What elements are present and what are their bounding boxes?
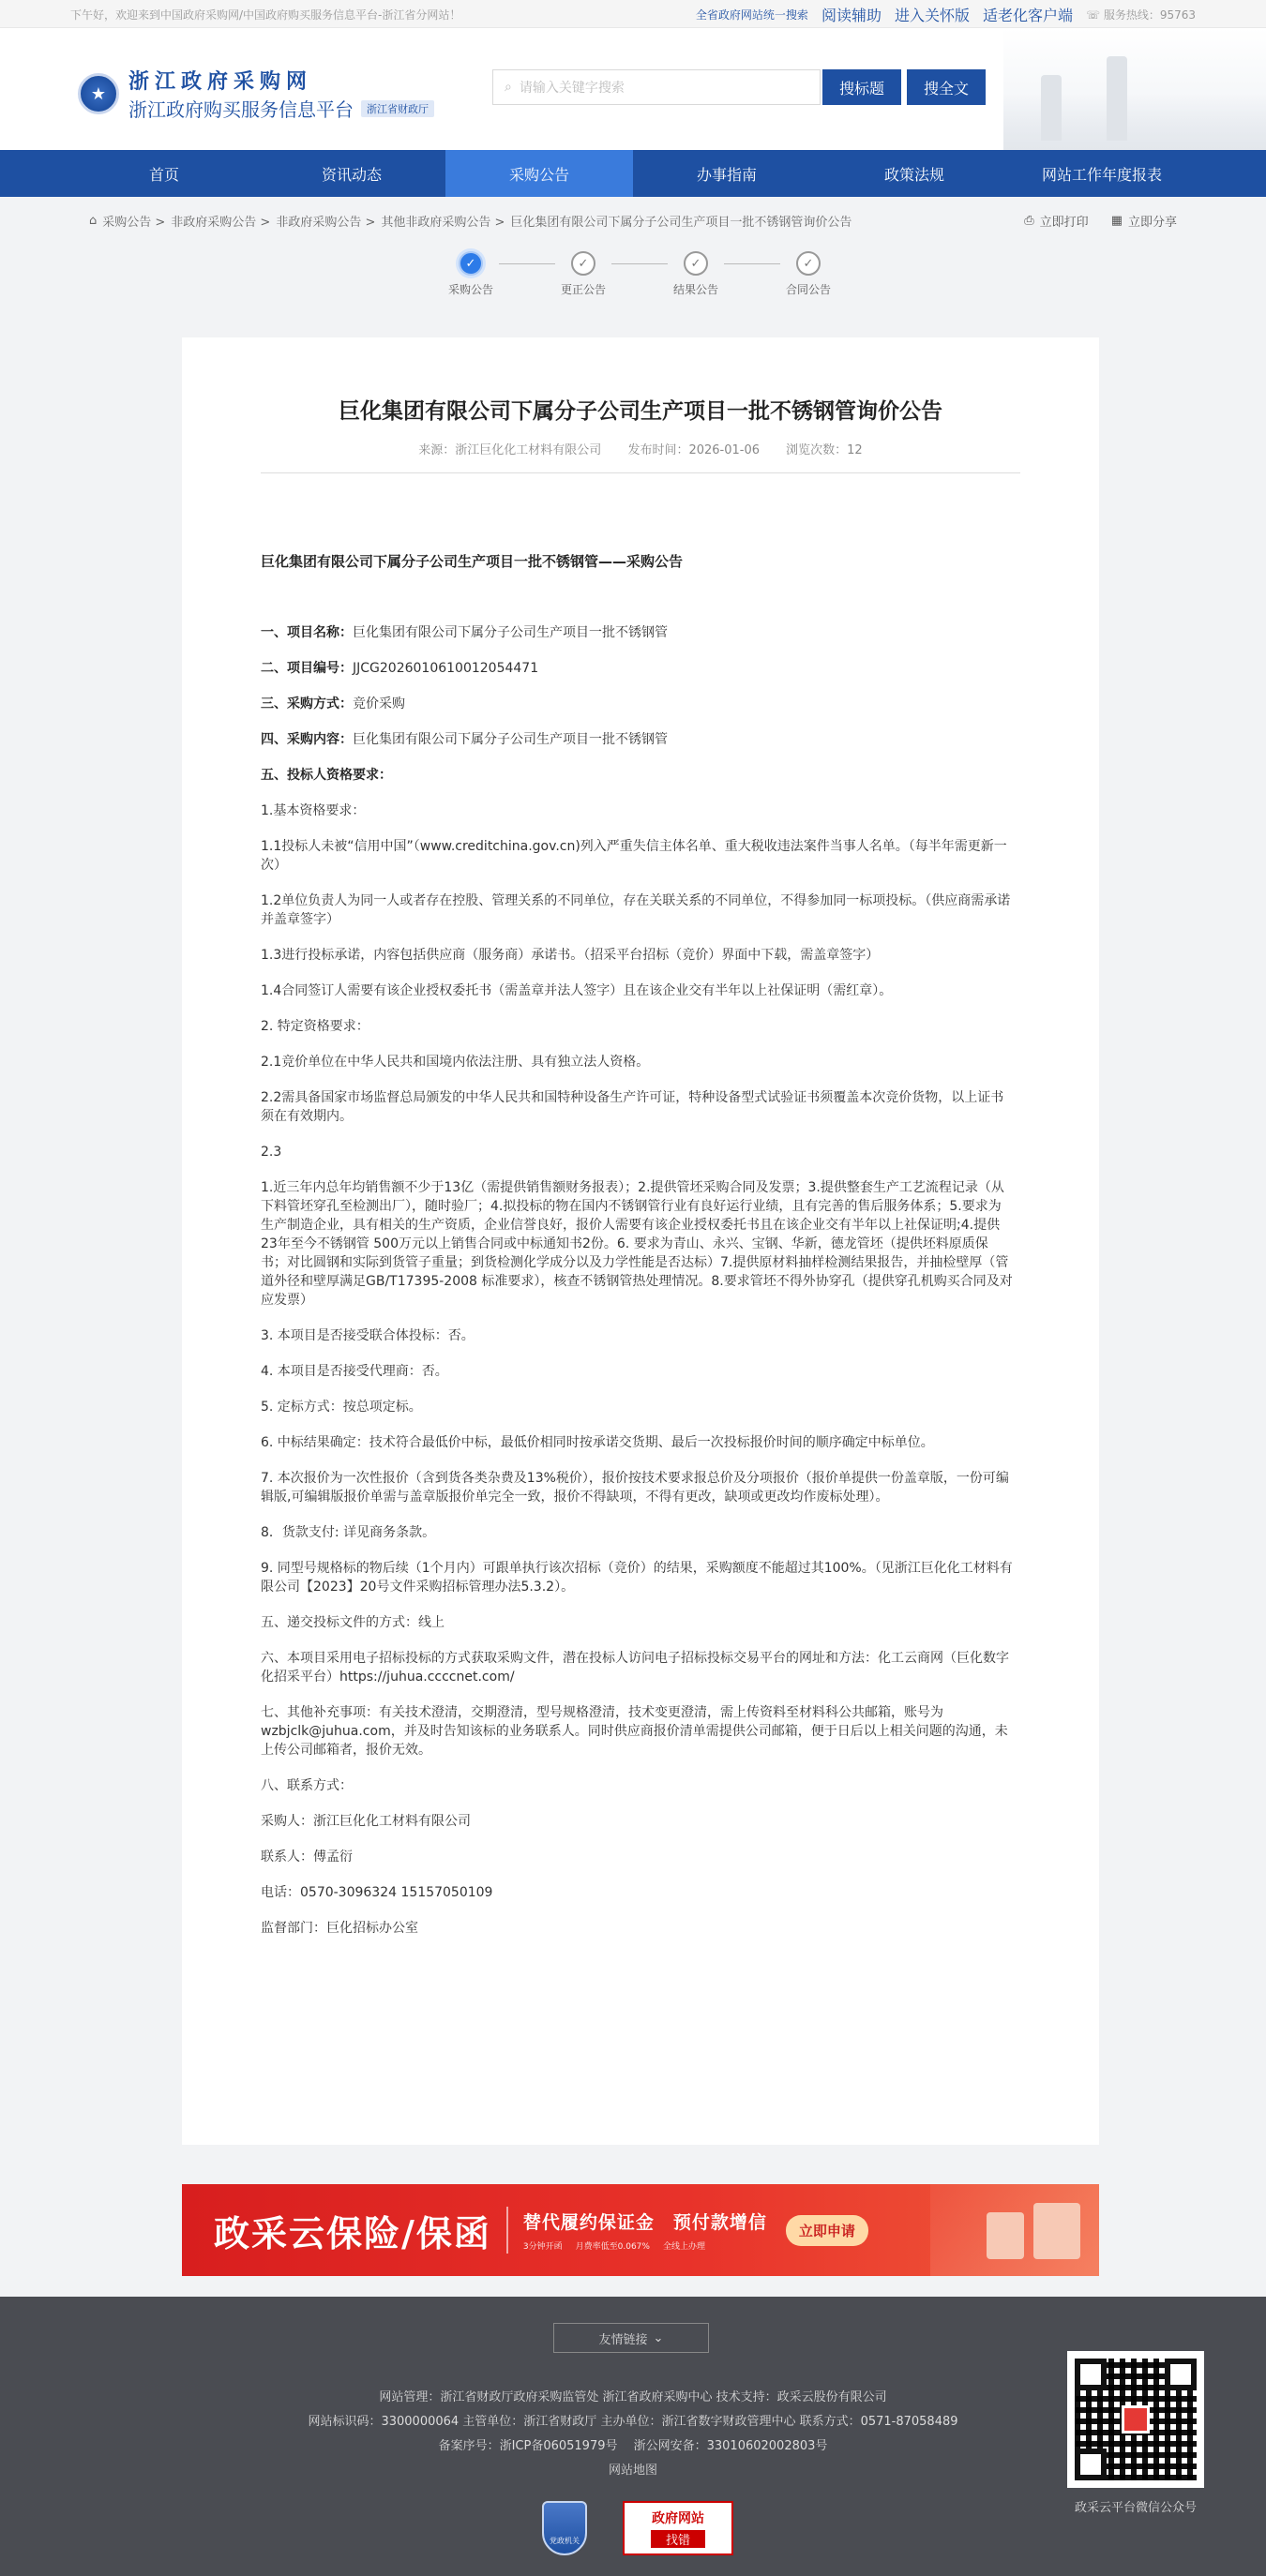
paragraph-text: 3. 本项目是否接受联合体投标：否。: [261, 1328, 475, 1343]
article-paragraph: [261, 1398, 1013, 1416]
footer-management: 网站管理：浙江省财政厅政府采购监管处 浙江省政府采购中心 技术支持：政采云股份有限公司: [379, 2390, 887, 2404]
paragraph-label: 三、采购方式：: [261, 696, 353, 711]
banner-slogan: 替代履约保证金 预付款增信: [522, 2212, 767, 2233]
article-card: [182, 337, 1099, 2145]
article-paragraph: [261, 1776, 1013, 1795]
top-bar: [0, 0, 1266, 28]
paragraph-text: 1.2单位负责人为同一人或者存在控股、管理关系的不同单位，存在关联关系的不同单位，不得参加同一标项投标。（供应商需承诺并盖章签字）: [261, 893, 1011, 927]
gov-organ-badge[interactable]: 党政机关: [542, 2501, 587, 2555]
article-title: 巨化集团有限公司下属分子公司生产项目一批不锈钢管询价公告: [339, 399, 942, 424]
article-paragraph: [261, 1523, 1013, 1542]
paragraph-text: 2. 特定资格要求：: [261, 1019, 369, 1034]
search-bar: [492, 69, 986, 105]
paragraph-text: 七、其他补充事项：有关技术澄清，交期澄清，型号规格澄清，技术变更澄清，需上传资料至材料科公共邮箱，账号为wzbjclk@juhua.com，并及时告知该标的业务联系人。同时供应商报价清单需提供公司邮箱，便于日后以上相关问题的沟通，未上传公司邮箱者，报价无效。: [261, 1705, 1008, 1758]
site-tag: 浙江省财政厅: [361, 100, 434, 117]
process-steps: [0, 244, 1266, 328]
search-input[interactable]: ⌕ 请输入关键字搜索: [492, 69, 821, 105]
paragraph-label: 五、投标人资格要求：: [261, 768, 392, 783]
search-fulltext-button[interactable]: 搜全文: [907, 69, 986, 105]
main-nav: [0, 150, 1266, 197]
paragraph-text: 8．货款支付: 详见商务条款。: [261, 1525, 436, 1540]
article-paragraph: [261, 837, 1013, 875]
nav-news[interactable]: 资讯动态: [321, 165, 382, 184]
apply-now-button[interactable]: 立即申请: [786, 2215, 868, 2246]
step-contract: ✓ 合同公告: [771, 251, 846, 297]
article-paragraph: [261, 1362, 1013, 1381]
nav-guide[interactable]: 办事指南: [696, 165, 757, 184]
search-title-button[interactable]: 搜标题: [822, 69, 901, 105]
article-paragraph: [261, 623, 1013, 642]
paragraph-text: 5. 定标方式：按总项定标。: [261, 1400, 422, 1415]
article-paragraph: [261, 1919, 1013, 1938]
site-header: [0, 28, 1266, 150]
breadcrumb-current: 巨化集团有限公司下属分子公司生产项目一批不锈钢管询价公告: [510, 215, 852, 230]
hotline: ☏ 服务热线：95763: [1085, 7, 1196, 22]
gov-site-report-badge[interactable]: 政府网站 找错: [623, 2501, 733, 2555]
search-all-link[interactable]: 全省政府网站统一搜索: [695, 7, 808, 22]
paragraph-label: 一、项目名称：: [261, 625, 353, 640]
nav-home[interactable]: 首页: [148, 165, 179, 184]
article-date: 发布时间：2026-01-06: [627, 443, 761, 457]
paragraph-text: 7. 本次报价为一次性报价（含到货各类杂费及13%税价），报价按技术要求报总价及分项报价（报价单提供一份盖章版，一份可编辑版,可编辑版报价单需与盖章版报价单完全一致，报价不得缺项，不得有更改，缺项或更改均作废标处理）。: [261, 1471, 1009, 1505]
wechat-qrcode: [1067, 2351, 1204, 2488]
paragraph-text: 巨化集团有限公司下属分子公司生产项目一批不锈钢管: [353, 625, 668, 640]
paragraph-text: 巨化集团有限公司下属分子公司生产项目一批不锈钢管: [353, 732, 668, 747]
breadcrumb: [89, 197, 1177, 244]
home-icon: ⌂: [89, 213, 98, 228]
footer-sitemap[interactable]: 网站地图: [608, 2464, 657, 2478]
chevron-down-icon: ⌄: [653, 2330, 664, 2345]
paragraph-text: 六、本项目采用电子招标投标的方式获取采购文件，潜在投标人访问电子招标投标交易平台的网址和方法：化工云商网（巨化数字化招采平台）https://juhua.ccccnet.com/: [261, 1651, 1009, 1685]
step-procurement: ✓ 采购公告: [433, 251, 508, 297]
paragraph-text: JJCG2026010610012054471: [353, 661, 539, 676]
phone-icon: ☏: [1085, 7, 1104, 22]
welcome-text: 下午好，欢迎来到中国政府采购网/中国政府购买服务信息平台-浙江省分网站！: [70, 7, 461, 22]
article-paragraph: [261, 730, 1013, 749]
share-button[interactable]: ▦ 立即分享: [1110, 213, 1177, 230]
paragraph-text: 监督部门：巨化招标办公室: [261, 1921, 418, 1936]
qrcode-icon: ▦: [1110, 213, 1123, 228]
paragraph-label: 二、项目编号：: [261, 661, 353, 676]
article-paragraph: [261, 659, 1013, 678]
paragraph-text: 2.2需具备国家市场监督总局颁发的中华人民共和国特种设备生产许可证，特种设备型式试验证书须覆盖本次竞价货物，以上证书须在有效期内。: [261, 1090, 1004, 1124]
check-icon: ✓: [684, 251, 708, 276]
paragraph-text: 9. 同型号规格标的物后续（1个月内）可跟单执行该次招标（竞价）的结果，采购额度不能超过其100%。（见浙江巨化化工材料有限公司【2023】20号文件采购招标管理办法5.3.2）。: [261, 1561, 1013, 1595]
site-subtitle: 浙江政府购买服务信息平台: [128, 98, 354, 121]
site-title: 浙江政府采购网: [128, 70, 313, 94]
insurance-banner[interactable]: [182, 2184, 1099, 2276]
footer-identity: 网站标识码：3300000064 主管单位：浙江省财政厅 主办单位：浙江省数字财政管理中心 联系方式：0571-87058489: [308, 2415, 958, 2429]
article-paragraph: [261, 1703, 1013, 1760]
paragraph-text: 1.3进行投标承诺，内容包括供应商（服务商）承诺书。（招采平台招标（竞价）界面中下载，需盖章签字）: [261, 948, 880, 963]
paragraph-label: 四、采购内容：: [261, 732, 353, 747]
article-subtitle: 巨化集团有限公司下属分子公司生产项目一批不锈钢管——采购公告: [261, 553, 684, 570]
qrcode-caption: 政采云平台微信公众号: [1074, 2501, 1197, 2515]
article-paragraph: [261, 1649, 1013, 1686]
check-icon: ✓: [796, 251, 821, 276]
paragraph-text: 八、联系方式：: [261, 1778, 353, 1793]
breadcrumb-item[interactable]: 其他非政府采购公告 >: [381, 215, 505, 230]
nav-policy[interactable]: 政策法规: [883, 165, 944, 184]
breadcrumb-item[interactable]: 非政府采购公告 >: [276, 215, 376, 230]
banner-title: 政采云保险/保函: [214, 2212, 491, 2254]
article-paragraph: [261, 1559, 1013, 1596]
paragraph-text: 电话：0570-3096324 15157050109: [261, 1885, 493, 1900]
article-body: [182, 552, 1099, 1938]
paragraph-text: 1.4合同签订人需要有该企业授权委托书（需盖章并法人签字）且在该企业交有半年以上社保证明（需红章）。: [261, 983, 893, 998]
article-views: 浏览次数：12: [786, 443, 863, 457]
paragraph-text: 竞价采购: [353, 696, 405, 711]
paragraph-text: 1.1投标人未被“信用中国”（www.creditchina.gov.cn)列入严重失信主体名单、重大税收违法案件当事人名单。（每半年需更新一次）: [261, 839, 1007, 873]
article-paragraph: [261, 1143, 1013, 1161]
printer-icon: ⎙: [1024, 213, 1034, 228]
article-paragraph: [261, 1326, 1013, 1345]
check-icon: ✓: [459, 251, 483, 276]
elder-mode-link[interactable]: 进入关怀版: [894, 6, 970, 24]
paragraph-text: 6. 中标结果确定：技术符合最低价中标，最低价相同时按承诺交货期、最后一次投标报价时间的顺序确定中标单位。: [261, 1435, 934, 1450]
paragraph-text: 联系人：傅孟衍: [261, 1850, 353, 1865]
banner-point: 全线上办理: [662, 2242, 705, 2252]
nav-annual-report[interactable]: 网站工作年度报表: [1041, 165, 1162, 184]
article-meta: [261, 440, 1020, 473]
search-icon: ⌕: [505, 80, 512, 95]
article-paragraph: [261, 891, 1013, 929]
article-paragraph: [261, 946, 1013, 965]
article-paragraph: [261, 1433, 1013, 1452]
article-paragraph: [261, 1613, 1013, 1632]
nav-procurement[interactable]: 采购公告: [445, 150, 633, 197]
article-source: 来源：浙江巨化化工材料有限公司: [418, 443, 602, 457]
article-paragraph: [261, 1848, 1013, 1866]
paragraph-text: 2.3: [261, 1145, 282, 1160]
print-button[interactable]: ⎙ 立即打印: [1024, 213, 1089, 230]
site-footer: [0, 2297, 1266, 2576]
friend-links-select[interactable]: 友情链接 ⌄: [553, 2323, 709, 2353]
article-paragraph: [261, 695, 1013, 713]
paragraph-text: 2.1竞价单位在中华人民共和国境内依法注册、具有独立法人资格。: [261, 1055, 650, 1070]
article-paragraph: [261, 1017, 1013, 1036]
paragraph-text: 4. 本项目是否接受代理商：否。: [261, 1364, 448, 1379]
reading-aid-link[interactable]: 阅读辅助: [821, 6, 882, 24]
article-paragraph: [261, 1469, 1013, 1506]
article-paragraph: [261, 1088, 1013, 1126]
banner-illustration: [930, 2184, 1099, 2276]
paragraph-text: 五、递交投标文件的方式：线上: [261, 1615, 445, 1630]
paragraph-text: 采购人：浙江巨化化工材料有限公司: [261, 1814, 471, 1829]
banner-point: 3分钟开函: [522, 2242, 563, 2252]
step-result: ✓ 结果公告: [658, 251, 733, 297]
footer-icp[interactable]: 备案序号：浙ICP备06051979号 浙公网安备：33010602002803号: [438, 2439, 828, 2453]
article-paragraph: [261, 1053, 1013, 1071]
breadcrumb-item[interactable]: 采购公告 >: [102, 215, 166, 230]
article-paragraph: [261, 801, 1013, 820]
step-correction: ✓ 更正公告: [546, 251, 621, 297]
emblem-icon: ★: [78, 73, 119, 114]
breadcrumb-item[interactable]: 非政府采购公告 >: [171, 215, 271, 230]
article-paragraph: [261, 1812, 1013, 1831]
elder-client-link[interactable]: 适老化客户端: [982, 6, 1073, 24]
site-logo[interactable]: [78, 66, 434, 122]
banner-point: 月费率低至0.067%: [575, 2242, 650, 2252]
paragraph-text: 1.基本资格要求：: [261, 803, 366, 818]
article-paragraph: [261, 1883, 1013, 1902]
article-paragraph: [261, 981, 1013, 1000]
paragraph-text: 1.近三年内总年均销售额不少于13亿（需提供销售额财务报表）；2.提供管坯采购合同及发票；3.提供整套生产工艺流程记录（从下料管坯穿孔至检测出厂），随时验厂；4.拟投标的物在国内不锈钢管行业有良好运行业绩，且有完善的售后服务体系；5.要求为生产制造企业，具有相关的生产资质，企业信誉良好，报价人需要有该企业授权委托书且在该企业交有半年以上社保证明;4.提供23年至今不锈钢管 500万元以上销售合同或中标通知书2份。6. 要求为青山、永兴、宝钢、华新，德龙管坯（提供坯料原质保书；对比圆钢和实际到货管子重量；到货检测化学成分以及力学性能是否达标）7.提供原材料抽样检测结果报告，并抽检壁厚（管道外径和壁厚满足GB/T17395-2008 标准要求），核查不锈钢管热处理情况。8.要求管坯不得外协穿孔（提供穿孔机购买合同及对应发票）: [261, 1180, 1013, 1308]
article-paragraph: [261, 766, 1013, 785]
check-icon: ✓: [571, 251, 595, 276]
article-paragraph: [261, 1178, 1013, 1310]
